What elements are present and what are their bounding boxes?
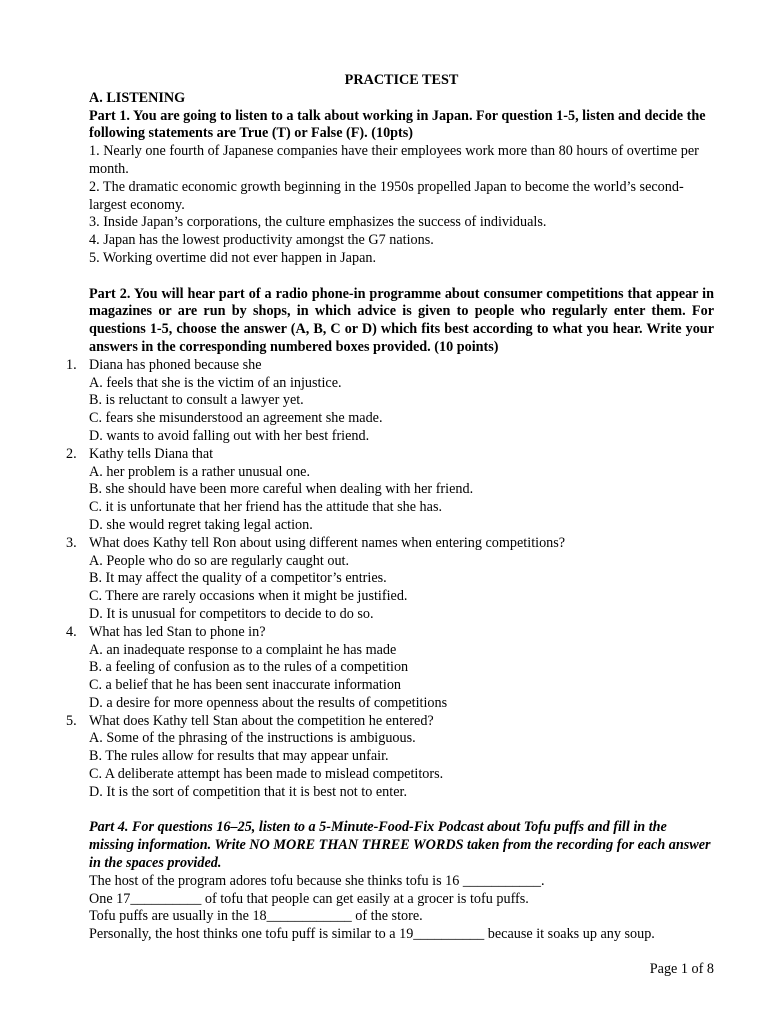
question-stem: What does Kathy tell Ron about using different names when entering competitions? bbox=[89, 534, 566, 551]
question bbox=[66, 445, 714, 535]
answer-option: C. There are rarely occasions when it might be justified. bbox=[89, 588, 408, 605]
answer-option: B. a feeling of confusion as to the rules of a competition bbox=[89, 659, 409, 676]
fill-in-line: Personally, the host thinks one tofu puff is similar to a 19__________ because it soaks up any soup. bbox=[89, 926, 655, 943]
page-title: PRACTICE TEST bbox=[344, 72, 459, 88]
answer-option: B. is reluctant to consult a lawyer yet. bbox=[89, 392, 304, 409]
answer-option: D. wants to avoid falling out with her best friend. bbox=[89, 427, 370, 444]
answer-option: A. Some of the phrasing of the instructions is ambiguous. bbox=[89, 730, 416, 747]
part1-item: 3. Inside Japan’s corporations, the culture emphasizes the success of individuals. bbox=[89, 214, 547, 231]
answer-option: A. her problem is a rather unusual one. bbox=[89, 463, 311, 480]
question bbox=[66, 534, 714, 624]
answer-option: D. she would regret taking legal action. bbox=[89, 516, 313, 533]
part2-instruction: Part 2. You will hear part of a radio phone-in programme about consumer competitions that appear in magazines or are run by shops, in which advice is given to people who regularly enter them. For questions 1-5, choose the answer (A, B, C or D) which fits best according to what you hear. Write your answers in the corresponding numbered boxes provided. (10 points) bbox=[89, 285, 714, 355]
answer-option: B. she should have been more careful when dealing with her friend. bbox=[89, 481, 474, 498]
question-number: 3. bbox=[66, 534, 77, 551]
part1-item: 5. Working overtime did not ever happen in Japan. bbox=[89, 249, 377, 266]
part1-item: 2. The dramatic economic growth beginning in the 1950s propelled Japan to become the world’s second-largest economy. bbox=[89, 178, 684, 213]
fill-in-line: Tofu puffs are usually in the 18____________ of the store. bbox=[89, 908, 423, 925]
part4-instruction: Part 4. For questions 16–25, listen to a 5-Minute-Food-Fix Podcast about Tofu puffs and fill in the missing information. Write NO MORE THAN THREE WORDS taken from the recording for each answer in the spaces provided. bbox=[89, 819, 711, 872]
fill-in-line: One 17__________ of tofu that people can get easily at a grocer is tofu puffs. bbox=[89, 890, 529, 907]
part2-questions bbox=[66, 356, 714, 802]
question-number: 2. bbox=[66, 445, 77, 462]
question-stem: Kathy tells Diana that bbox=[89, 445, 214, 462]
question-stem: Diana has phoned because she bbox=[89, 356, 262, 373]
question-stem: What does Kathy tell Stan about the competition he entered? bbox=[89, 712, 434, 729]
question-stem: What has led Stan to phone in? bbox=[89, 623, 266, 640]
part1-instruction: Part 1. You are going to listen to a talk about working in Japan. For question 1-5, listen and decide the following statements are True (T) or False (F). (10pts) bbox=[89, 107, 706, 142]
question-number: 1. bbox=[66, 356, 77, 373]
fill-in-line: The host of the program adores tofu because she thinks tofu is 16 ___________. bbox=[89, 872, 545, 889]
answer-option: A. People who do so are regularly caught out. bbox=[89, 552, 350, 569]
question bbox=[66, 712, 714, 802]
answer-option: C. a belief that he has been sent inaccurate information bbox=[89, 677, 402, 694]
answer-option: B. The rules allow for results that may appear unfair. bbox=[89, 748, 389, 765]
question bbox=[66, 623, 714, 713]
answer-option: A. feels that she is the victim of an injustice. bbox=[89, 374, 342, 391]
question-number: 4. bbox=[66, 623, 77, 640]
part1-item: 4. Japan has the lowest productivity amongst the G7 nations. bbox=[89, 232, 434, 249]
page-number: Page 1 of 8 bbox=[649, 961, 714, 977]
answer-option: A. an inadequate response to a complaint he has made bbox=[89, 641, 397, 658]
answer-option: B. It may affect the quality of a competitor’s entries. bbox=[89, 570, 387, 587]
document-page bbox=[66, 72, 714, 944]
section-heading: A. LISTENING bbox=[89, 89, 186, 106]
answer-option: D. It is unusual for competitors to decide to do so. bbox=[89, 605, 374, 622]
part1-item: 1. Nearly one fourth of Japanese companies have their employees work more than 80 hours of overtime per month. bbox=[89, 143, 699, 177]
answer-option: D. a desire for more openness about the results of competitions bbox=[89, 694, 448, 711]
answer-option: C. A deliberate attempt has been made to mislead competitors. bbox=[89, 766, 444, 783]
question-number: 5. bbox=[66, 712, 77, 729]
answer-option: C. it is unfortunate that her friend has the attitude that she has. bbox=[89, 499, 443, 516]
question bbox=[66, 356, 714, 446]
answer-option: C. fears she misunderstood an agreement she made. bbox=[89, 410, 383, 427]
answer-option: D. It is the sort of competition that it is best not to enter. bbox=[89, 783, 407, 800]
